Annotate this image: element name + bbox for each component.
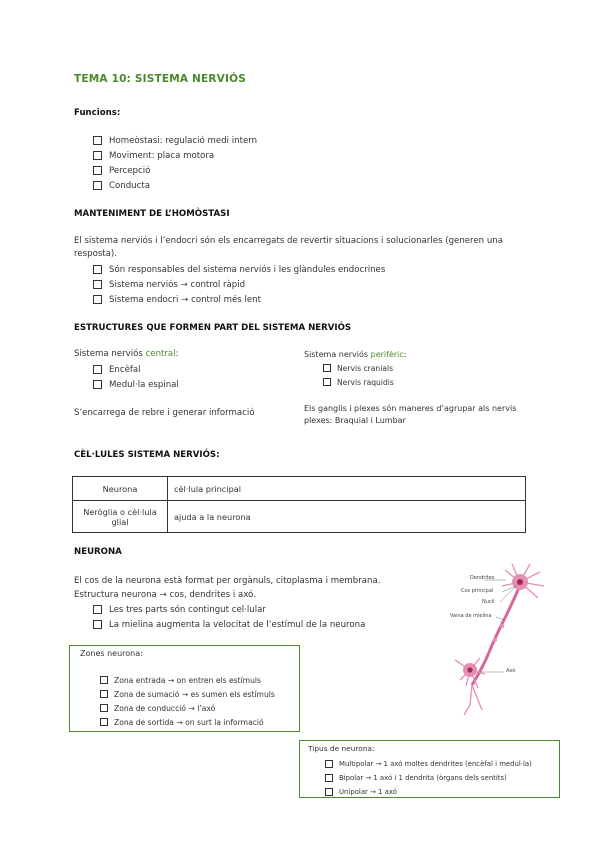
checkbox[interactable] <box>93 151 102 160</box>
manteniment-list <box>93 262 385 307</box>
checkbox[interactable] <box>93 605 102 614</box>
neurona-line1: El cos de la neurona està format per orgànuls, citoplasma i membrana. <box>74 576 381 586</box>
checkbox[interactable] <box>325 760 333 768</box>
zones-list <box>100 673 275 729</box>
perif-label: Sistema nerviós perifèric: <box>304 350 407 359</box>
checkbox[interactable] <box>93 380 102 389</box>
checkbox[interactable] <box>93 181 102 190</box>
checkbox[interactable] <box>325 788 333 796</box>
table-row <box>73 501 526 533</box>
estructures-heading: ESTRUCTURES QUE FORMEN PART DEL SISTEMA NERVIÓS <box>74 323 352 333</box>
neurona-heading: NEURONA <box>74 547 122 557</box>
tipus-list <box>325 757 532 799</box>
checkbox[interactable] <box>93 280 102 289</box>
synapse-dot <box>500 624 504 628</box>
list-item: Encèfal <box>93 362 179 377</box>
list-item: Zona de conducció → l’axó <box>100 701 275 715</box>
checkbox[interactable] <box>93 265 102 274</box>
funcions-list <box>93 133 257 193</box>
list-item: Bipolar → 1 axó i 1 dendrita (òrgans dels sentits) <box>325 771 532 785</box>
nucleus <box>467 667 472 672</box>
zones-heading: Zones neurona: <box>80 649 143 658</box>
table-cell: Neròglia o cèl·lula glial <box>73 501 168 533</box>
list-item: Les tres parts són contingut cel·lular <box>93 602 365 617</box>
checkbox[interactable] <box>93 365 102 374</box>
label-cos: Cos principal <box>461 588 494 594</box>
checkbox[interactable] <box>93 295 102 304</box>
neuron-diagram <box>440 560 560 720</box>
table-row <box>73 477 526 501</box>
perif-note: Els ganglis i plexes són maneres d’agrupar als nervis plexes: Braquial i Lumbar <box>304 404 517 425</box>
checkbox[interactable] <box>325 774 333 782</box>
list-item: Moviment: placa motora <box>93 148 257 163</box>
table-cell: Neurona <box>73 477 168 501</box>
checkbox[interactable] <box>100 704 108 712</box>
cellules-table <box>72 476 526 533</box>
list-item: Zona de sortida → on surt la informació <box>100 715 275 729</box>
label-axo: Axó <box>506 668 516 674</box>
table-cell: ajuda a la neurona <box>168 501 526 533</box>
central-note: S’encarrega de rebre i generar informació <box>74 408 255 418</box>
manteniment-heading: MANTENIMENT DE L’HOMÒSTASI <box>74 209 230 219</box>
list-item: Sistema endocri → control més lent <box>93 292 385 307</box>
neurona-line2: Estructura neurona → cos, dendrites i axó. <box>74 590 256 600</box>
funcions-heading: Funcions: <box>74 108 121 118</box>
perif-list <box>323 361 394 389</box>
manteniment-text: El sistema nerviós i l’endocri són els encarregats de revertir situacions i solucionarles (generen una resposta). <box>74 236 504 259</box>
synapse-dot <box>493 638 497 642</box>
checkbox[interactable] <box>93 166 102 175</box>
checkbox[interactable] <box>93 136 102 145</box>
central-label: Sistema nerviós central: <box>74 349 179 359</box>
central-list <box>93 362 179 392</box>
neurona-list <box>93 602 365 632</box>
page-title: TEMA 10: SISTEMA NERVIÓS <box>74 73 246 85</box>
list-item: Conducta <box>93 178 257 193</box>
label-mielina: Vaina de mielina <box>450 613 492 619</box>
checkbox[interactable] <box>100 690 108 698</box>
list-item: Nervis cranials <box>323 361 394 375</box>
list-item: La mielina augmenta la velocitat de l’estímul de la neurona <box>93 617 365 632</box>
list-item: Percepció <box>93 163 257 178</box>
list-item: Zona entrada → on entren els estímuls <box>100 673 275 687</box>
checkbox[interactable] <box>93 620 102 629</box>
list-item: Zona de sumació → es sumen els estímuls <box>100 687 275 701</box>
list-item: Unipolar → 1 axó <box>325 785 532 799</box>
list-item: Són responsables del sistema nerviós i les glàndules endocrines <box>93 262 385 277</box>
list-item: Nervis raquidis <box>323 375 394 389</box>
list-item: Sistema nerviós → control ràpid <box>93 277 385 292</box>
tipus-box <box>299 740 560 798</box>
label-dendrites: Dendrites <box>470 575 495 581</box>
label-nucli: Nucli <box>482 599 495 605</box>
checkbox[interactable] <box>100 718 108 726</box>
tipus-heading: Tipus de neurona: <box>308 744 375 753</box>
checkbox[interactable] <box>100 676 108 684</box>
list-item: Homeòstasi: regulació medi intern <box>93 133 257 148</box>
checkbox[interactable] <box>323 364 331 372</box>
table-cell: cèl·lula principal <box>168 477 526 501</box>
cellules-heading: CÈL·LULES SISTEMA NERVIÓS: <box>74 450 220 460</box>
zones-box <box>69 645 300 732</box>
list-item: Medul·la espinal <box>93 377 179 392</box>
list-item: Multipolar → 1 axó moltes dendrites (encèfal i medul·la) <box>325 757 532 771</box>
checkbox[interactable] <box>323 378 331 386</box>
